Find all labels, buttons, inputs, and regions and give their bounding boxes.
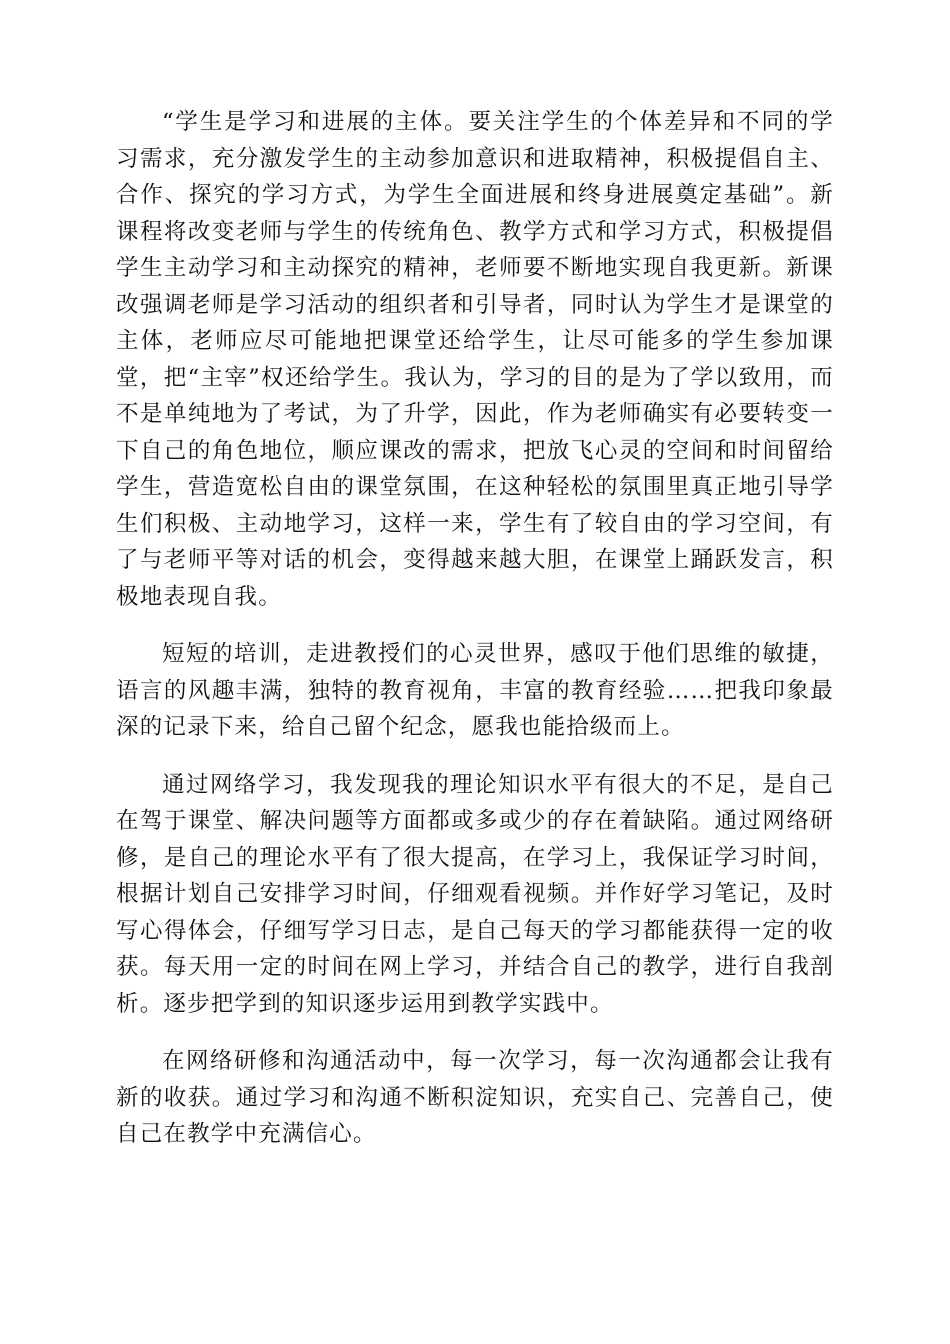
paragraph-1: “学生是学习和进展的主体。要关注学生的个体差异和不同的学习需求，充分激发学生的主动参加意识和进取精神，积极提倡自主、合作、探究的学习方式，为学生全面进展和终身进展奠定基础”。新课程将改变老师与学生的传统角色、教学方式和学习方式，积极提倡学生主动学习和主动探究的精神，老师要不断地实现自我更新。新课改强调老师是学习活动的组织者和引导者，同时认为学生才是课堂的主体，老师应尽可能地把课堂还给学生，让尽可能多的学生参加课堂，把“主宰”权还给学生。我认为，学习的目的是为了学以致用，而不是单纯地为了考试，为了升学，因此，作为老师确实有必要转变一下自己的角色地位，顺应课改的需求，把放飞心灵的空间和时间留给学生，营造宽松自由的课堂氛围，在这种轻松的氛围里真正地引导学生们积极、主动地学习，这样一来，学生有了较自由的学习空间，有了与老师平等对话的机会，变得越来越大胆，在课堂上踊跃发言，积极地表现自我。 — [116, 109, 834, 610]
paragraph-3: 通过网络学习，我发现我的理论知识水平有很大的不足，是自己在驾于课堂、解决问题等方面都或多或少的存在着缺陷。通过网络研修，是自己的理论水平有了很大提高，在学习上，我保证学习时间，根据计划自己安排学习时间，仔细观看视频。并作好学习笔记，及时写心得体会，仔细写学习日志，是自己每天的学习都能获得一定的收获。每天用一定的时间在网上学习，并结合自己的教学，进行自我剖析。逐步把学到的知识逐步运用到教学实践中。 — [116, 771, 834, 1017]
document-page — [116, 104, 834, 1174]
paragraph-4: 在网络研修和沟通活动中，每一次学习，每一次沟通都会让我有新的收获。通过学习和沟通不断积淀知识，充实自己、完善自己，使自己在教学中充满信心。 — [116, 1048, 834, 1147]
paragraph-2: 短短的培训，走进教授们的心灵世界，感叹于他们思维的敏捷，语言的风趣丰满，独特的教育视角，丰富的教育经验……把我印象最深的记录下来，给自己留个纪念，愿我也能拾级而上。 — [116, 641, 834, 740]
